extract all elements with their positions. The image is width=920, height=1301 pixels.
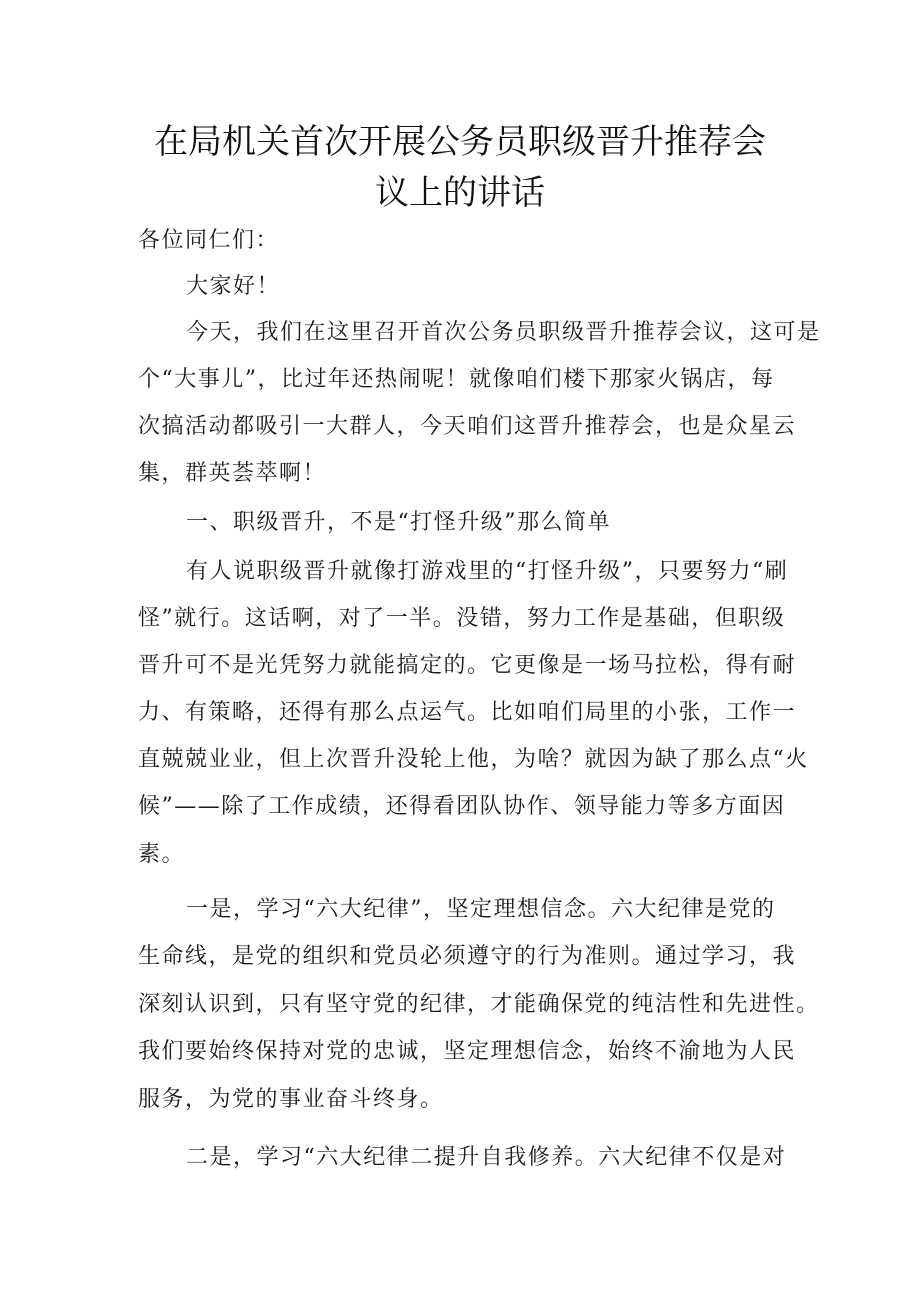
paragraph-line: 次搞活动都吸引一大群人，今天咱们这晋升推荐会，也是众星云 (138, 414, 797, 439)
paragraph-line: 生命线，是党的组织和党员必须遵守的行为准则。通过学习，我 (138, 944, 797, 969)
paragraph-line: 我们要始终保持对党的忠诚，坚定理想信念，始终不渝地为人民 (138, 1039, 797, 1064)
paragraph-line: 今天，我们在这里召开首次公务员职级晋升推荐会议，这可是 (186, 320, 821, 345)
paragraph-line: 深刻认识到，只有坚守党的纪律，才能确保党的纯洁性和先进性。 (138, 992, 820, 1017)
paragraph-line: 候”——除了工作成绩，还得看团队协作、领导能力等多方面因 (138, 794, 786, 819)
paragraph-line: 二是，学习“六大纪律二提升自我修养。六大纪律不仅是对 (186, 1145, 787, 1170)
paragraph-line: 一是，学习“六大纪律”，坚定理想信念。六大纪律是党的 (186, 897, 776, 922)
paragraph-line: 服务，为党的事业奋斗终身。 (138, 1087, 444, 1112)
paragraph-line: 个“大事儿”，比过年还热闹呢！就像咱们楼下那家火锅店，每 (138, 367, 775, 392)
section-heading: 一、职级晋升，不是“打怪升级”那么简单 (186, 510, 611, 535)
paragraph-line: 怪”就行。这话啊，对了一半。没错，努力工作是基础，但职级 (138, 606, 786, 631)
document-title-line-2: 议上的讲话 (375, 173, 545, 213)
greeting: 大家好！ (186, 274, 281, 299)
paragraph-line: 素。 (138, 842, 186, 867)
paragraph-line: 力、有策略，还得有那么点运气。比如咱们局里的小张，工作一 (138, 700, 797, 725)
paragraph-line: 集，群英荟萃啊！ (138, 461, 327, 486)
paragraph-line: 直兢兢业业，但上次晋升没轮上他，为啥？就因为缺了那么点“火 (138, 747, 809, 772)
salutation: 各位同仁们： (138, 228, 280, 253)
paragraph-line: 晋升可不是光凭努力就能搞定的。它更像是一场马拉松，得有耐 (138, 653, 797, 678)
paragraph-line: 有人说职级晋升就像打游戏里的“打怪升级”，只要努力“刷 (186, 559, 789, 584)
document-title-line-1: 在局机关首次开展公务员职级晋升推荐会 (154, 122, 766, 162)
